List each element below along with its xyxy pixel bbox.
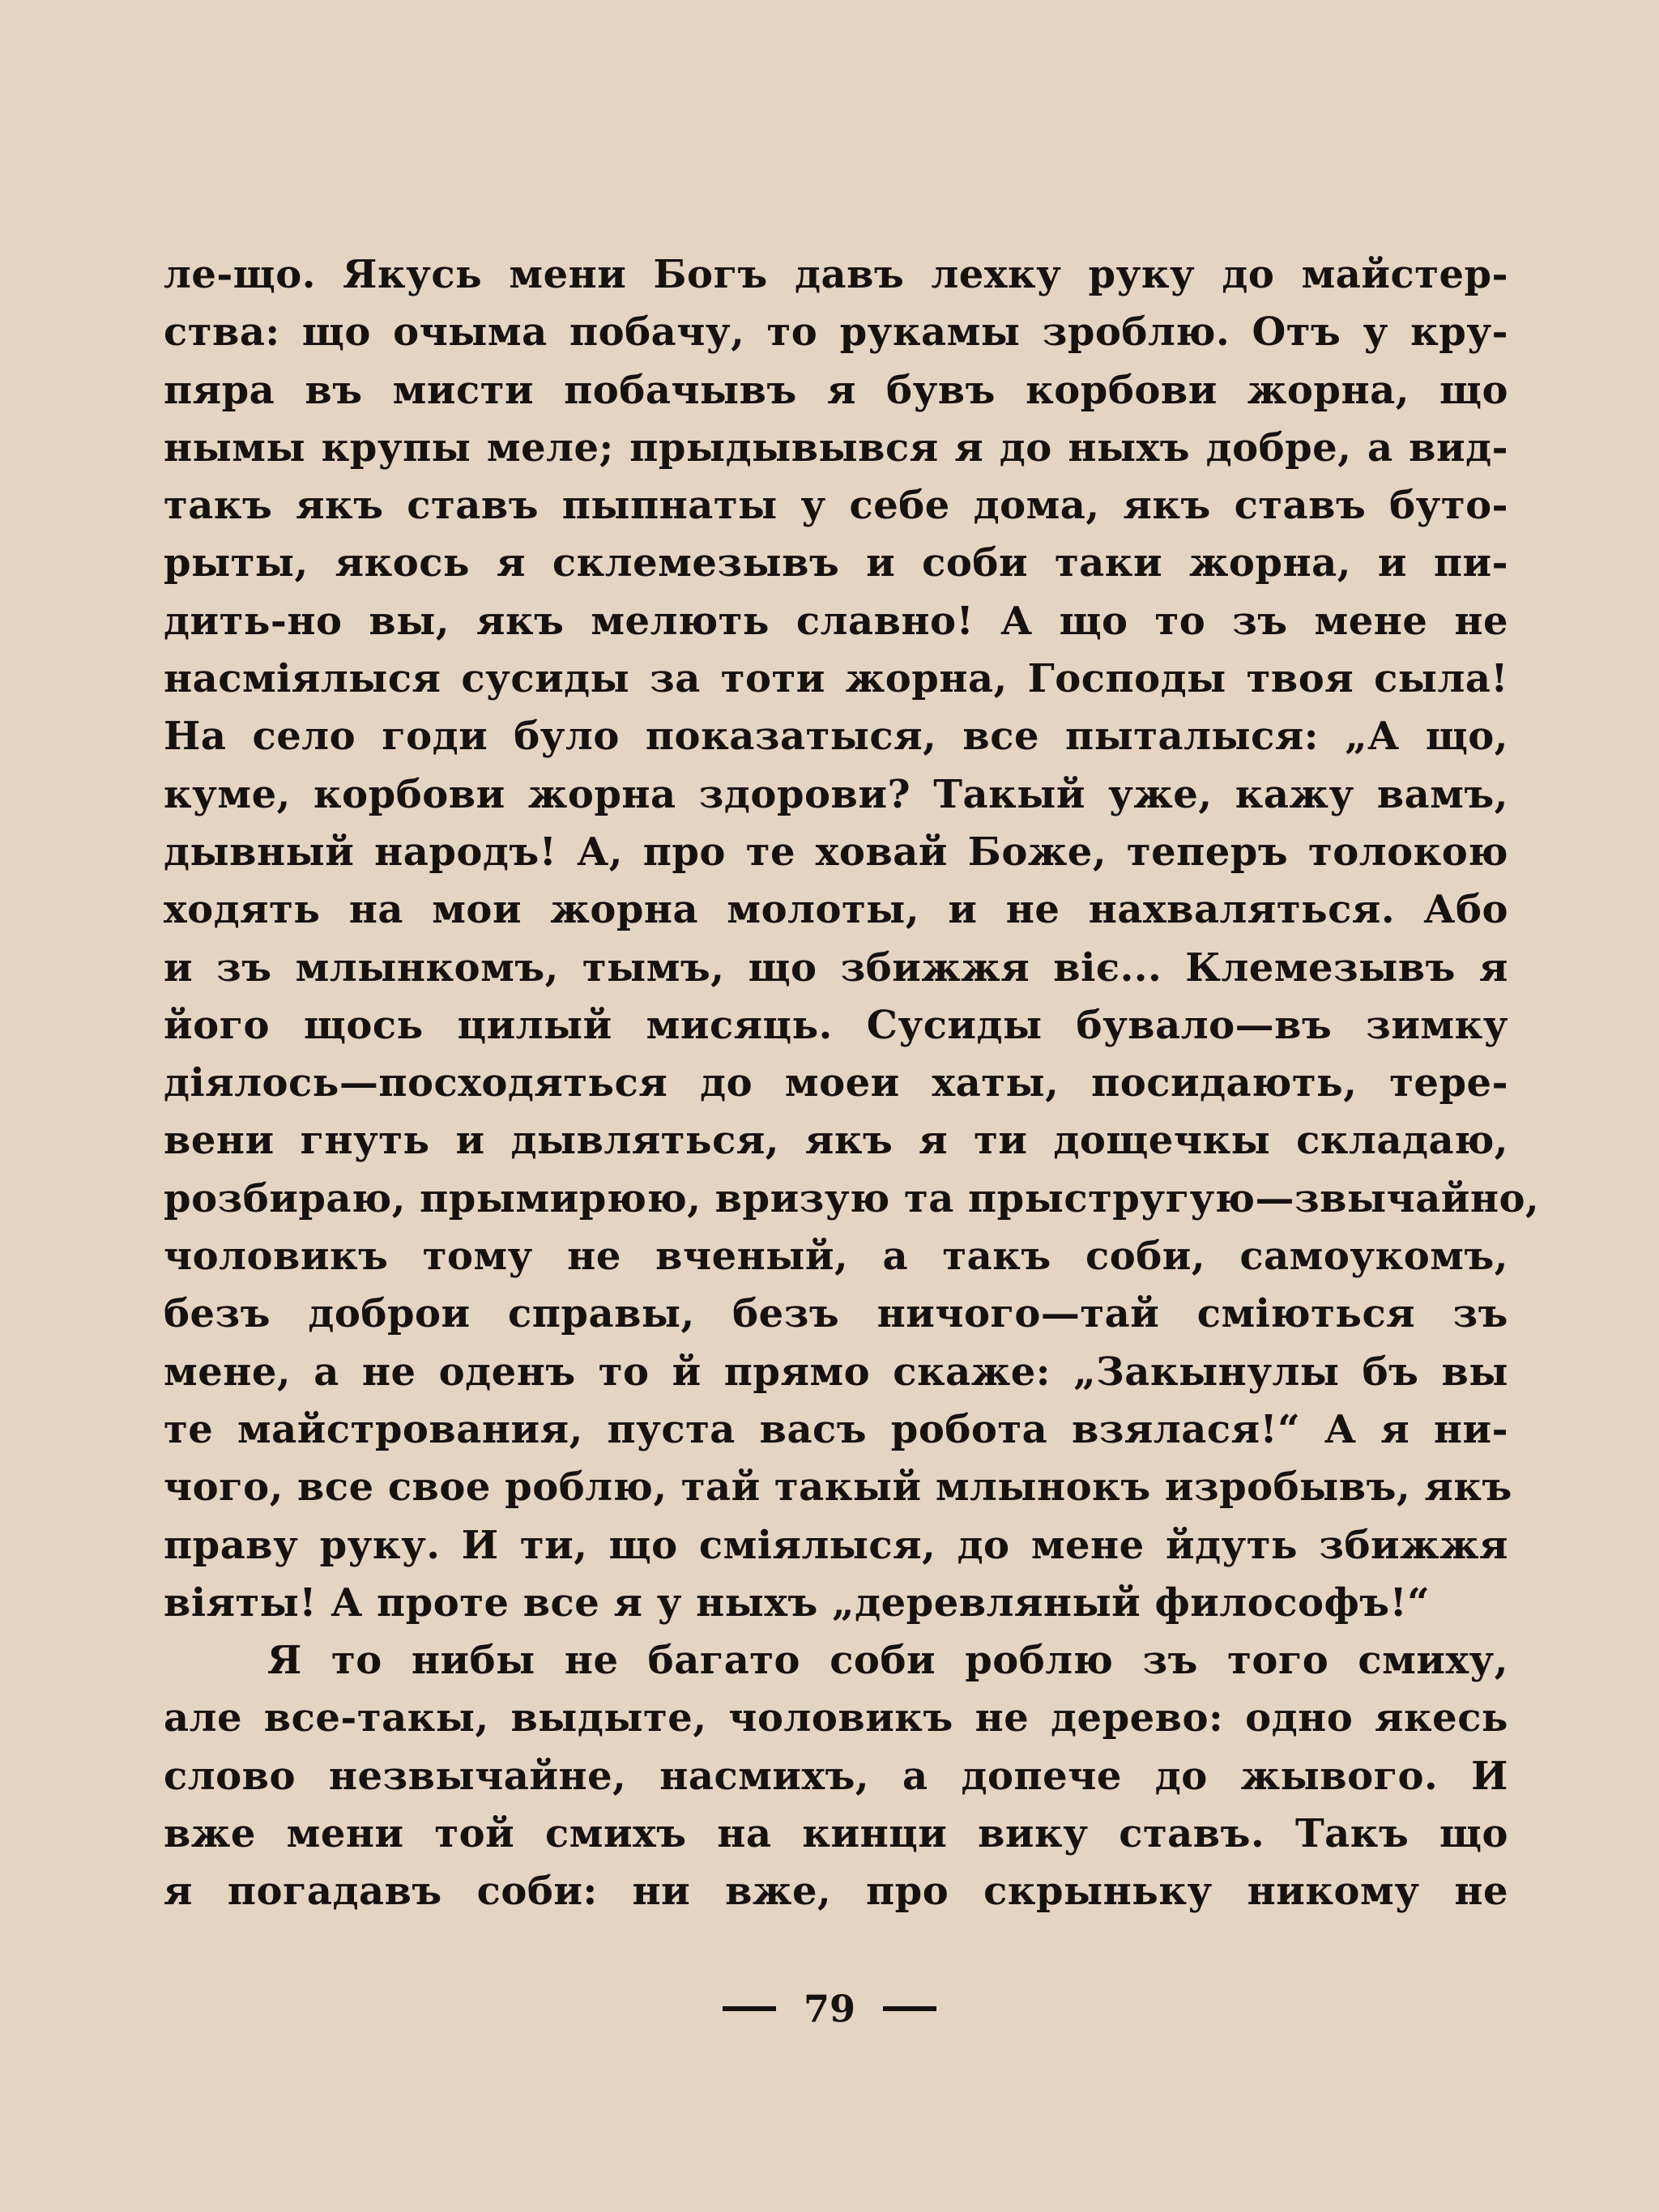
page-number: 79	[803, 1987, 855, 2031]
text-line: слово незвычайне, насмихъ, а допече до жывого. И	[164, 1753, 1508, 1799]
text-line: мене, а не оденъ то й прямо скаже: „Закынулы бъ вы	[164, 1349, 1508, 1395]
text-line: праву руку. И ти, що сміялыся, до мене йдуть збижжя	[164, 1522, 1508, 1568]
text-line: ле-що. Якусь мени Богъ давъ лехку руку до майстер-	[164, 252, 1508, 297]
left-dash	[723, 2006, 776, 2011]
text-line: вени гнуть и дывляться, якъ я ти дощечкы складаю,	[164, 1118, 1508, 1164]
text-line: рыты, якось я склемезывъ и соби таки жорна, и пи-	[164, 540, 1508, 586]
text-line: ходять на мои жорна молоты, и не нахваляться. Або	[164, 887, 1508, 933]
text-line: чоловикъ тому не вченый, а такъ соби, самоукомъ,	[164, 1234, 1508, 1280]
text-line: те майстрования, пуста васъ робота взялася!“ А я ни-	[164, 1406, 1508, 1452]
text-line: ства: що очыма побачу, то рукамы зроблю. Отъ у кру-	[164, 309, 1508, 356]
text-line: куме, корбови жорна здорови? Такый уже, кажу вамъ,	[164, 771, 1508, 817]
page-text	[164, 246, 1540, 1921]
page-number-footer	[0, 1984, 1659, 2033]
text-line: Я то нибы не багато соби роблю зъ того смиху,	[267, 1638, 1508, 1684]
text-line: нымы крупы меле; прыдывывся я до ныхъ добре, а вид-	[164, 424, 1508, 471]
text-line: розбираю, прымирюю, вризую та прыстругую—звычайно,	[164, 1175, 1540, 1221]
text-line: такъ якъ ставъ пыпнаты у себе дома, якъ ставъ буто-	[164, 483, 1508, 529]
text-line: На село годи було показатыся, все пыталыся: „А що,	[164, 714, 1508, 760]
text-line: безъ доброи справы, безъ ничого—тай сміються зъ	[164, 1291, 1508, 1337]
text-line: але все-такы, выдыте, чоловикъ не дерево: одно якесь	[164, 1695, 1508, 1741]
text-line: я погадавъ соби: ни вже, про скрыньку никому не	[164, 1869, 1508, 1915]
text-line: віяты! А проте все я у ныхъ „деревляный философъ!“	[164, 1579, 1431, 1626]
right-dash	[883, 2006, 936, 2011]
text-line: пяра въ мисти побачывъ я бувъ корбови жорна, що	[164, 367, 1508, 413]
text-line: и зъ млынкомъ, тымъ, що збижжя віє... Клемезывъ я	[164, 944, 1508, 991]
text-line: дывный народъ! А, про те ховай Боже, теперъ толокою	[164, 829, 1508, 875]
text-line: дить-но вы, якъ мелють славно! А що то зъ мене не	[164, 598, 1508, 644]
text-line: його щось цилый мисяць. Сусиды бувало—въ зимку	[164, 1002, 1508, 1048]
text-line: чого, все свое роблю, тай такый млынокъ изробывъ, якъ	[164, 1464, 1512, 1511]
text-line: насміялыся сусиды за тоти жорна, Господы твоя сыла!	[164, 656, 1508, 702]
text-line: вже мени той смихъ на кинци вику ставъ. Такъ що	[164, 1811, 1508, 1857]
text-line: діялось—посходяться до моеи хаты, посидають, тере-	[164, 1060, 1508, 1106]
